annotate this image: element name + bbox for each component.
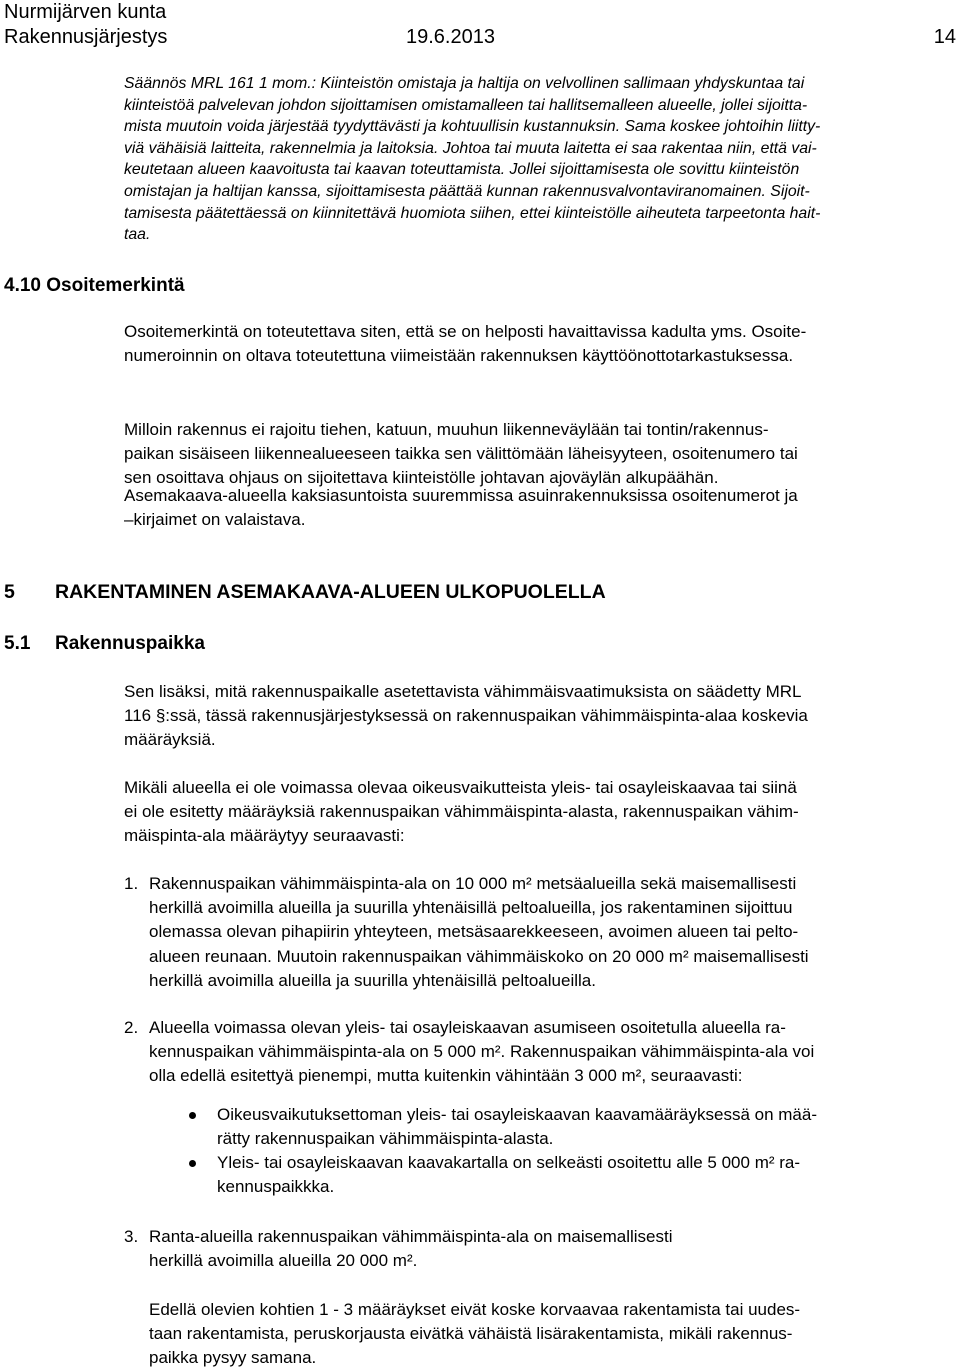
paragraph-line: sen osoittava ohjaus on sijoitettava kiinteistölle johtavan ajoväylän alkupäähän.	[124, 468, 719, 488]
list-line: herkillä avoimilla alueilla ja suurilla yhtenäisillä peltoalueilla.	[149, 970, 596, 990]
statute-line: mista muutoin voida järjestää tyydyttävästi ja kohtuullisin kustannuksin. Sama koskee johtoihin liitty-	[124, 118, 821, 136]
list-line: olla edellä esitettyä pienempi, mutta kuitenkin vähintään 3 000 m², seuraavasti:	[149, 1066, 743, 1086]
document-date: 19.6.2013	[406, 26, 495, 48]
list-line: kennuspaikan vähimmäispinta-ala on 5 000 m². Rakennuspaikan vähimmäispinta-ala voi	[149, 1042, 815, 1062]
list-line: Rakennuspaikan vähimmäispinta-ala on 10 000 m² metsäalueilla sekä maisemallisesti	[149, 874, 797, 893]
statute-line: keutetaan alueen kaavoitusta tai kaavan toteuttamista. Jollei sijoittamisesta ole sovittu kiinteistön	[124, 161, 800, 179]
paragraph-line: 116 §:ssä, tässä rakennusjärjestyksessä on rakennuspaikan vähimmäispinta-alaa koskevia	[124, 706, 808, 726]
paragraph-line: paikka pysyy samana.	[149, 1348, 317, 1368]
statute-line: viä vähäisiä laitteita, rakennelmia ja laitoksia. Johtoa tai muuta laitetta ei saa rakentaa niin, että vai-	[124, 139, 817, 157]
statute-line: omistajan ja haltijan kanssa, sijoittamisesta päättää kunnan rakennusvalvontaviranomainen. Sijoit-	[124, 182, 810, 200]
list-number: 2.	[124, 1018, 139, 1037]
paragraph-line: Milloin rakennus ei rajoitu tiehen, katuun, muuhun liikenneväylään tai tontin/rakennus-	[124, 420, 769, 439]
statute-line: tamisesta päätettäessä on kiinnitettävä huomiota siihen, ettei kiinteistölle aiheuteta tarpeetonta hait-	[124, 204, 821, 222]
bullet-line: rätty rakennuspaikan vähimmäispinta-alasta.	[217, 1128, 554, 1148]
list-line: alueen reunaan. Muutoin rakennuspaikan vähimmäiskoko on 20 000 m² maisemallisesti	[149, 946, 809, 966]
statute-line: kiinteistöä palvelevan johdon sijoittamisen omistamalleen tai hallitsemalleen alueelle, jollei sijoitta-	[124, 96, 808, 114]
list-number: 3.	[124, 1227, 139, 1246]
paragraph	[124, 680, 956, 753]
bullet-icon	[189, 1112, 196, 1119]
section-heading-4-10: 4.10 Osoitemerkintä	[4, 275, 185, 296]
section-title: RAKENTAMINEN ASEMAKAAVA-ALUEEN ULKOPUOLELLA	[55, 581, 606, 603]
paragraph-line: määräyksiä.	[124, 730, 216, 750]
section-title: Rakennuspaikka	[55, 633, 205, 654]
list-line: olemassa olevan pihapiirin yhteyteen, metsäsaarekkeeseen, avoimen alueen tai pelto-	[149, 922, 799, 942]
section-number: 5	[4, 581, 15, 603]
list-line: Ranta-alueilla rakennuspaikan vähimmäispinta-ala on maisemallisesti	[149, 1227, 673, 1246]
paragraph-line: Osoitemerkintä on toteutettava siten, että se on helposti havaittavissa kadulta yms. Osoite-	[124, 322, 807, 341]
paragraph-line: paikan sisäiseen liikennealueeseen taikka sen välittömään läheisyyteen, osoitenumero tai	[124, 444, 798, 464]
bullet-item	[189, 1151, 956, 1199]
bullet-icon	[189, 1160, 196, 1167]
statute-line: Säännös MRL 161 1 mom.: Kiinteistön omistaja ja haltija on velvollinen sallimaan yhdyskuntaa tai	[124, 75, 805, 92]
page-number: 14	[933, 26, 956, 48]
section-number: 5.1	[4, 633, 31, 654]
list-item	[124, 872, 956, 993]
header-doc-line	[4, 25, 956, 50]
document-title: Rakennusjärjestys	[4, 26, 168, 48]
list-number: 1.	[124, 874, 139, 893]
closing-paragraph	[149, 1298, 956, 1371]
paragraph-line: taan rakentamista, peruskorjausta eivätkä vähäistä lisärakentamista, mikäli rakennus-	[149, 1324, 793, 1344]
municipality-name: Nurmijärven kunta	[4, 1, 167, 23]
paragraph-line: mäispinta-ala määräytyy seuraavasti:	[124, 826, 405, 846]
section-heading-5-1	[4, 633, 205, 655]
bullet-item	[189, 1103, 956, 1151]
bullet-line: kennuspaikkka.	[217, 1177, 335, 1197]
list-line: herkillä avoimilla alueilla 20 000 m².	[149, 1251, 418, 1271]
paragraph	[124, 320, 956, 368]
list-item	[124, 1225, 956, 1273]
statute-line: taa.	[124, 226, 151, 244]
paragraph	[124, 418, 956, 491]
bullet-list	[149, 1103, 956, 1200]
list-line: Alueella voimassa olevan yleis- tai osayleiskaavan asumiseen osoitetulla alueella ra-	[149, 1018, 786, 1037]
paragraph-line: Edellä olevien kohtien 1 - 3 määräykset eivät koske korvaavaa rakentamista tai uudes-	[149, 1300, 801, 1319]
paragraph-line: –kirjaimet on valaistava.	[124, 510, 306, 530]
paragraph-line: Sen lisäksi, mitä rakennuspaikalle asetettavista vähimmäisvaatimuksista on säädetty MRL	[124, 682, 802, 701]
list-line: herkillä avoimilla alueilla ja suurilla yhtenäisillä peltoalueilla, jos rakentaminen sijoittuu	[149, 898, 793, 918]
bullet-line: Yleis- tai osayleiskaavan kaavakartalla on selkeästi osoitettu alle 5 000 m² ra-	[217, 1153, 801, 1173]
list-item	[124, 1016, 956, 1199]
section-heading-5	[4, 581, 606, 604]
paragraph-line: ei ole esitetty määräyksiä rakennuspaikan vähimmäispinta-alasta, rakennuspaikan vähim-	[124, 802, 799, 822]
bullet-line: Oikeusvaikutuksettoman yleis- tai osayleiskaavan kaavamääräyksessä on mää-	[217, 1104, 817, 1124]
paragraph-line: Asemakaava-alueella kaksiasuntoista suuremmissa asuinrakennuksissa osoitenumerot ja	[124, 486, 798, 505]
paragraph-line: Mikäli alueella ei ole voimassa olevaa oikeusvaikutteista yleis- tai osayleiskaavaa tai siinä	[124, 778, 797, 797]
paragraph	[124, 776, 956, 849]
page-header	[4, 0, 956, 50]
paragraph	[124, 484, 956, 532]
paragraph-line: numeroinnin on oltava toteutettuna viimeistään rakennuksen käyttöönottotarkastuksessa.	[124, 346, 794, 366]
statute-quote	[124, 73, 956, 246]
